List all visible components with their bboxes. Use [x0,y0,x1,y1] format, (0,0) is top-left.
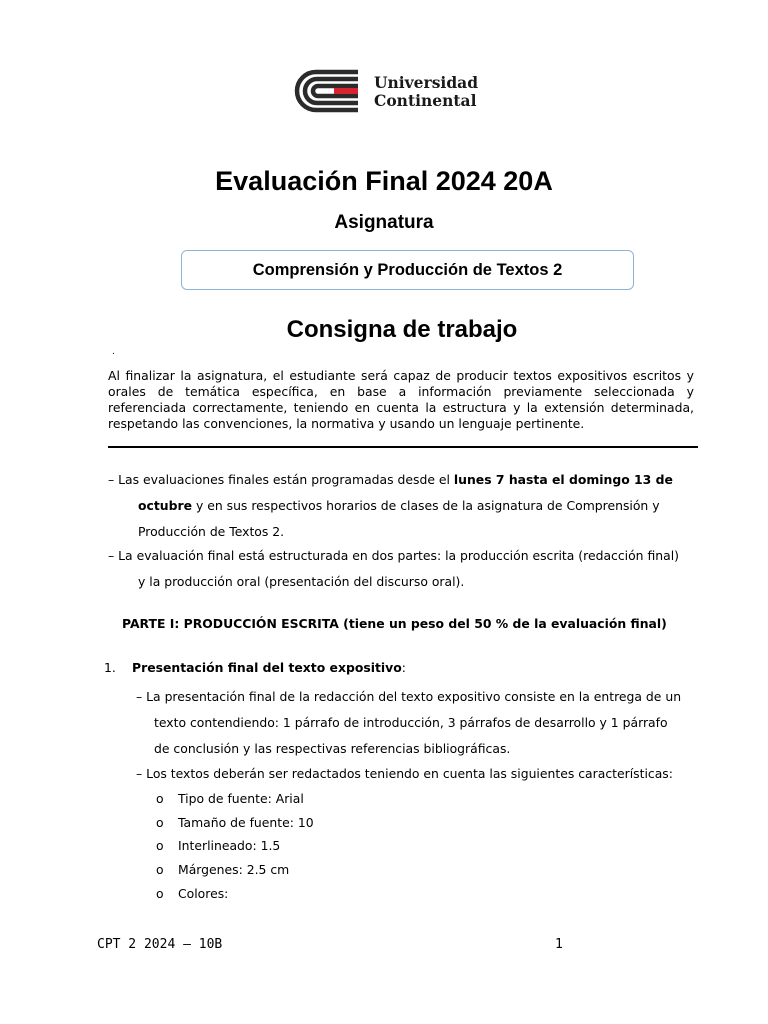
item-colon: : [401,660,406,675]
stray-dot: . [112,347,115,357]
option-text: Márgenes: 2.5 cm [178,862,290,877]
bullet2-line2: y la producción oral (presentación del discurso oral). [138,574,465,589]
bullet1-bold-month: octubre [138,498,192,513]
bullet-exam-structure [108,543,694,595]
sub1-line1: – La presentación final de la redacción del texto expositivo consiste en la entrega de un [136,689,682,704]
divider-line [108,446,698,448]
intro-paragraph: Al finalizar la asignatura, el estudiante será capaz de producir textos expositivos escritos y orales de temática específica, en base a información previamente seleccionada y referenciada correctamente, teniendo en cuenta la estructura y la extensión determinada, respetando las convenciones, la normativa y usando un lenguaje pertinente. [108,368,694,431]
logo-wordmark [374,74,478,110]
logo-line-1: Universidad [374,73,479,92]
list-item [156,886,228,901]
item-label: Presentación final del texto expositivo [132,660,402,675]
page-number: 1 [555,937,563,952]
bullet2-line1: – La evaluación final está estructurada en dos partes: la producción escrita (redacción final) [108,548,680,563]
list-item [156,838,280,853]
option-text: Tamaño de fuente: 10 [178,815,314,830]
bullet-o-icon: o [156,886,164,901]
option-text: Colores: [178,886,229,901]
bullet-exam-dates [108,467,694,545]
parte-1-heading: PARTE I: PRODUCCIÓN ESCRITA (tiene un peso del 50 % de la evaluación final) [122,616,667,631]
subject-heading: Asignatura [334,212,434,233]
option-text: Tipo de fuente: Arial [178,791,304,806]
sub1-line2: texto contendiendo: 1 párrafo de introducción, 3 párrafos de desarrollo y 1 párrafo [154,715,668,730]
bullet1-end: Producción de Textos 2. [138,524,285,539]
option-text: Interlineado: 1.5 [178,838,281,853]
sub-bullet-presentation [136,684,694,762]
sub1-line3: de conclusión y las respectivas referencias bibliográficas. [154,741,511,756]
bullet1-bold-dates: lunes 7 hasta el domingo 13 de [453,472,673,487]
item-number: 1. [104,660,116,675]
document-title: Evaluación Final 2024 20A [215,166,553,196]
footer-course-code: CPT 2 2024 – 10B [97,937,223,952]
bullet1-post: y en sus respectivos horarios de clases de la asignatura de Comprensión y [192,498,660,513]
university-logo [294,68,484,118]
list-item [156,862,289,877]
logo-line-2: Continental [374,91,477,110]
subject-name-box: Comprensión y Producción de Textos 2 [181,250,634,290]
bullet-o-icon: o [156,791,164,806]
list-item [156,815,314,830]
bullet-o-icon: o [156,815,164,830]
bullet-o-icon: o [156,862,164,877]
list-item [156,791,304,806]
bullet1-pre: – Las evaluaciones finales están programadas desde el [108,472,454,487]
consigna-title: Consigna de trabajo [286,316,518,343]
bullet-o-icon: o [156,838,164,853]
sub-bullet-characteristics: – Los textos deberán ser redactados teniendo en cuenta las siguientes características: [136,766,673,781]
continental-emblem-icon [294,68,366,114]
numbered-item-1 [104,660,406,675]
